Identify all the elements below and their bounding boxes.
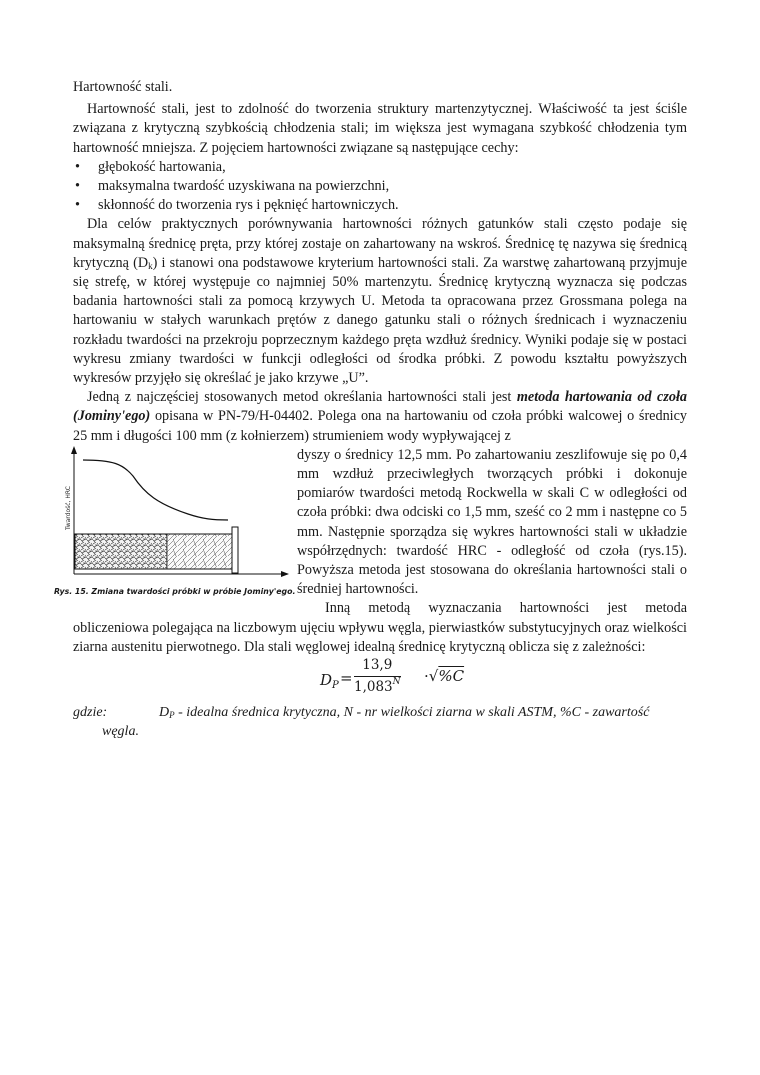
paragraph-computational-method: Inną metodą wyznaczania hartowności jest metoda obliczeniowa polegająca na liczbowym ujęciu wpływu węgla, pierwiastków substytucyjnych oraz wielkości ziarna austenitu pierwotnego. Dla stali węglowej idealną średnicę krytyczną oblicza się z zależności: [73,600,687,655]
list-item: • skłonność do tworzenia rys i pęknięć hartowniczych. [73,196,687,215]
bullet-icon: • [75,158,80,175]
paragraph-hardenability-definition: Hartowność stali, jest to zdolność do tworzenia struktury martenzytycznej. Właściwość ta jest ściśle związana z krytyczną szybkością chłodzenia stali; im większa jest wymagana szybkość chłodzenia tym hartowność mniejsza. Z pojęciem hartowności związane są następujące cechy: [73,101,687,156]
paragraph-critical-diameter: Dla celów praktycznych porównywania hartowności różnych gatunków stali często podaje się maksymalną średnicę pręta, przy której zostaje on zahartowany na wskroś. Średnicę tę nazywa się średnicą krytyczną $(D_k)$ i stanowi ona podstawowe kryterium hartowności stali. Za warstwę zahartowaną przyjmuje się strefę, w której występuje co najmniej 50% martenzytu. Średnicę krytyczną wyznacza się podczas badania hartowności stali za pomocą krzywych U. Metoda ta opracowana przez Grossmana polega na hartowaniu w stałych warunkach prętów z danego gatunku stali o różnych średnicach i wyznaczeniu rozkładu twardości na przekroju poprzecznym każdego pręta wzdłuż średnicy. Wyniki podaje się w postaci wykresu zmiany twardości w funkcji odległości od środka próbki. Z powodu kształtu powyższych wykresów przyjęło się określać je jako krzywe „U”. [73,216,687,387]
paragraph-jominy-method: Jedną z najczęściej stosowanych metod określania hartowności stali jest metoda hartowania od czoła (Jominy'ego) opisana w PN-79/H-04402. Polega ona na hartowaniu od czoła próbki walcowej o średnicy 25 mm i długości 100 mm (z kołnierzem) strumieniem wody wypływającej z [73,389,687,444]
document-page [54,78,687,741]
figure-with-text [54,446,687,600]
formula-equals: = [340,669,353,688]
legend-label: gdzie: [73,705,108,721]
bullet-icon: • [75,178,80,195]
figure-caption: Rys. 15. Zmiana twardości próbki w próbie Jominy'ego. [54,586,296,596]
critical-diameter-formula [73,659,687,699]
section-title: Hartowność stali. [73,79,173,95]
sqrt-icon: √ [428,667,439,686]
list-item: • maksymalna twardość uzyskiwana na powierzchni, [73,177,687,196]
formula-denominator: $1,083^N$ [354,677,401,696]
formula-numerator: 13,9 [354,656,401,677]
feature-list [73,158,687,216]
bullet-icon: • [75,197,80,214]
formula-fraction [354,656,401,697]
formula-legend: gdzie: $D_P$ - idealna średnica krytyczna, N - nr wielkości ziarna w skali ASTM, %C - zawartość węgla. [73,705,650,740]
list-item: • głębokość hartowania, [73,158,687,177]
hardness-curve-diagram [63,446,291,586]
paragraph-jominy-procedure: dyszy o średnicy 12,5 mm. Po zahartowaniu zeszlifowuje się po 0,4 mm wzdłuż przeciwległych tworzących próbki i dokonuje pomiarów twardości metodą Rockwella w skali C w odległości od czoła próbki: dwa odciski co 1,5 mm, sześć co 2 mm i następne co 5 mm. Następnie sporządza się wykres hartowności stali w układzie współrzędnych: twardość HRC - odległość od czoła (rys.15). Powyższa metoda jest stosowana do określania hartowności stali o średniej hartowności. [297,446,687,598]
y-axis-label: Twardość, HRC [65,485,72,530]
emphasized-term: metoda hartowania od czoła (Jominy'ego) [73,389,687,425]
formula-lhs: $D_P$ [320,671,339,692]
jominy-figure [54,446,296,596]
formula-sqrt-term: ·√%C [424,667,465,686]
